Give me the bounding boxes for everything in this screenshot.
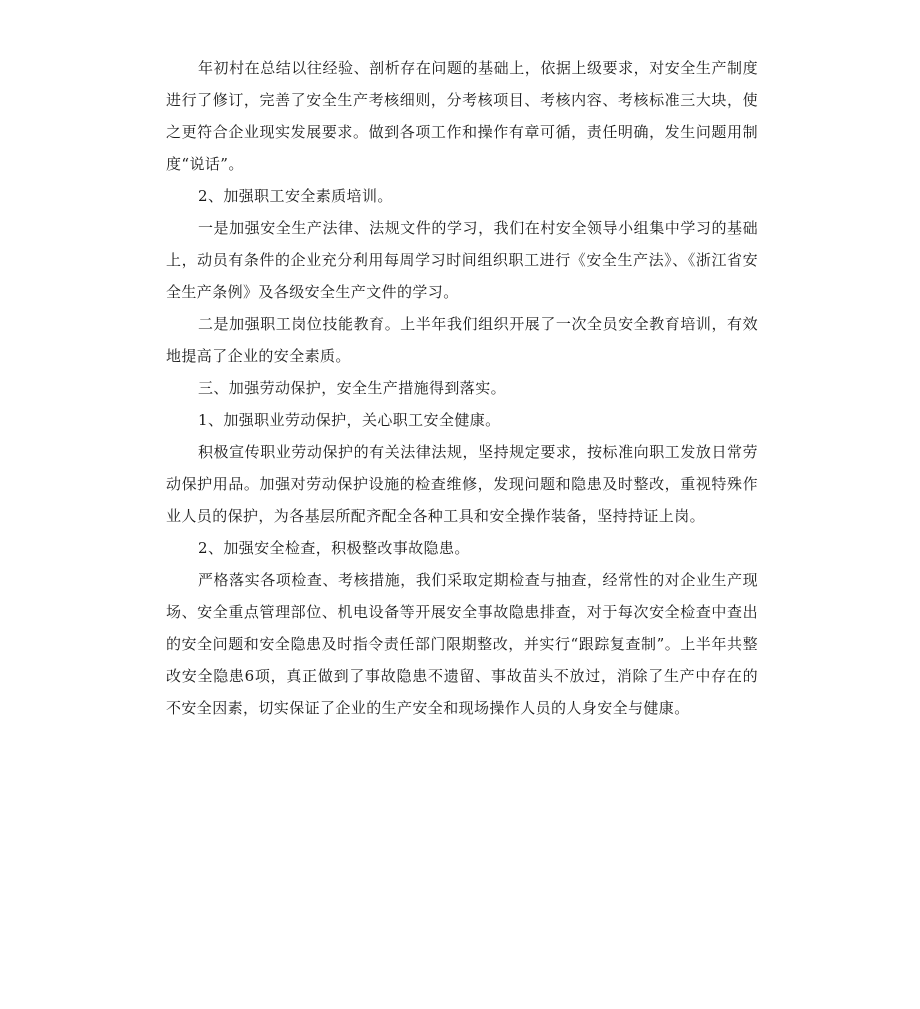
- paragraph-protective-equipment: 积极宣传职业劳动保护的有关法律法规，坚持规定要求，按标准向职工发放日常劳动保护用品。加强对劳动保护设施的检查维修，发现问题和隐患及时整改，重视特殊作业人员的保护，为各基层所配齐配全各种工具和安全操作装备，坚持持证上岗。: [166, 443, 758, 525]
- paragraph-safety-system-revision: 年初村在总结以往经验、剖析存在问题的基础上，依据上级要求，对安全生产制度进行了修订，完善了安全生产考核细则，分考核项目、考核内容、考核标准三大块，使之更符合企业现实发展要求。做到各项工作和操作有章可循，责任明确，发生问题用制度“说话”。: [166, 59, 758, 173]
- heading-safety-inspection: 2、加强安全检查，积极整改事故隐患。: [198, 539, 470, 557]
- heading-occupational-protection: 1、加强职业劳动保护，关心职工安全健康。: [198, 411, 501, 429]
- paragraph-law-study: 一是加强安全生产法律、法规文件的学习，我们在村安全领导小组集中学习的基础上，动员有条件的企业充分利用每周学习时间组织职工进行《安全生产法》、《浙江省安全生产条例》及各级安全生产文件的学习。: [166, 219, 758, 301]
- paragraph-skills-education: 二是加强职工岗位技能教育。上半年我们组织开展了一次全员安全教育培训，有效地提高了企业的安全素质。: [166, 315, 758, 365]
- heading-staff-training: 2、加强职工安全素质培训。: [198, 187, 393, 205]
- paragraph-hazard-rectification: 严格落实各项检查、考核措施，我们采取定期检查与抽查，经常性的对企业生产现场、安全重点管理部位、机电设备等开展安全事故隐患排查，对于每次安全检查中查出的安全问题和安全隐患及时指令责任部门限期整改，并实行“跟踪复查制”。上半年共整改安全隐患6项，真正做到了事故隐患不遗留、事故苗头不放过，消除了生产中存在的不安全因素，切实保证了企业的生产安全和现场操作人员的人身安全与健康。: [166, 571, 758, 717]
- document-body: [166, 52, 758, 724]
- heading-labor-protection: 三、加强劳动保护，安全生产措施得到落实。: [198, 379, 507, 397]
